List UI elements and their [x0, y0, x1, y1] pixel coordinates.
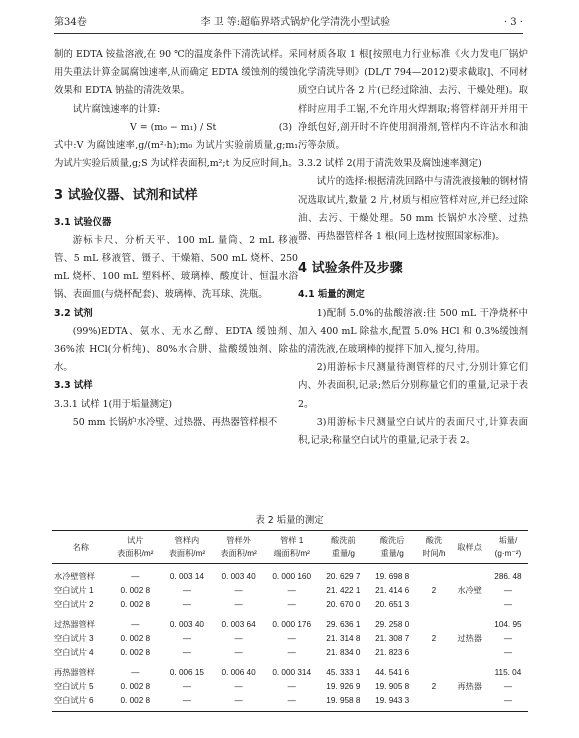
table-header-cell: 名称 — [72, 542, 89, 552]
table-header-cell: 酸洗 时间/h — [422, 536, 446, 558]
table-cell: 2 — [431, 586, 437, 595]
table-cell: 19. 926 9 — [326, 682, 361, 691]
formula: V = (m₀ − m₁) / St — [130, 121, 217, 133]
journal-volume: 第34卷 — [54, 17, 87, 28]
table-cell: — — [131, 620, 140, 629]
table-cell: 0. 002 8 — [109, 694, 161, 712]
table-cell: — — [234, 648, 243, 657]
table-cell: 0. 000 314 — [272, 668, 312, 677]
table-cell: 0. 000 160 — [272, 572, 312, 581]
subsubsection-heading: 3.3.1 试样 1(用于垢量测定) — [54, 398, 173, 410]
paragraph: 试片的选择:根据清洗回路中与清洗液接触的钢材情况选取试片,数量 2 片,材质与相应管样对应,并已经过除油、去污、干燥处理。50 mm 长锅炉水冷壁、过热器、再热器管样各 1 根(同上选材按照国家标准)。 — [298, 176, 528, 243]
table-cell: 0. 002 8 — [120, 682, 151, 691]
table-cell: 2 — [431, 634, 437, 643]
table-row — [52, 564, 528, 585]
table-cell: — — [131, 668, 140, 677]
table-cell: 0. 003 64 — [221, 620, 256, 629]
step-1: 1)配制 5.0%的盐酸溶液:往 500 mL 干净烧杯中加入 400 mL 除盐水,配置 5.0% HCl 和 0.3%缓蚀剂的清洗液,在玻璃棒的搅拌下加入,搅匀,待用。 — [298, 307, 528, 356]
right-column — [298, 46, 528, 450]
table-header-cell: 酸洗前 重量/g — [331, 536, 356, 558]
table-body — [52, 564, 528, 712]
table-cell: 19. 958 8 — [319, 694, 368, 712]
paragraph: 制的 EDTA 铵盐溶液,在 90 ℃的温度条件下清洗试样。采用失重法计算金属腐蚀速率,从而确定 EDTA 缓蚀剂的缓蚀效果和 EDTA 钠盐的清洗效果。 — [54, 49, 298, 97]
table-cell: 29. 258 0 — [375, 620, 410, 629]
table-cell: — — [182, 648, 192, 657]
table-cell: 0. 003 40 — [169, 620, 204, 629]
paragraph: 式中:V 为腐蚀速率,g/(m²·h);m₀ 为试片实验前质量,g;m₁ 为试片实验后质量,g;S 为试样表面积,m²;t 为反应时间,h。 — [54, 140, 298, 170]
table-cell: 20. 670 0 — [326, 600, 361, 609]
left-column — [54, 46, 298, 432]
table-cell: — — [503, 634, 513, 643]
header-rule — [54, 33, 523, 34]
table-cell: — — [213, 694, 265, 712]
table-cell: 21. 314 8 — [326, 634, 361, 643]
table-cell — [417, 598, 452, 612]
table-row — [52, 694, 528, 712]
subsection-heading: 3.1 试验仪器 — [54, 216, 112, 228]
table-cell: — — [182, 682, 192, 691]
table-cell: 空白试片 1 — [54, 586, 94, 595]
table-cell: 过热器 — [457, 634, 482, 643]
table-cell: — — [287, 682, 296, 691]
paragraph: 游标卡尺、分析天平、100 mL 量筒、2 mL 移液管、5 mL 移液管、镊子、干燥箱、500 mL 烧杯、250 mL 烧杯、100 mL 塑料杯、玻璃棒、酸度计、恒温水浴锅、表面皿(与烧杯配套)、玻璃棒、洗耳球、洗瓶。 — [54, 234, 298, 301]
table-cell: 0. 006 15 — [169, 668, 204, 677]
section-heading: 3 试验仪器、试剂和试样 — [54, 188, 198, 204]
table-cell — [417, 612, 452, 632]
table-cell — [451, 646, 488, 660]
table-cell: — — [161, 694, 213, 712]
table-cell: 0. 002 8 — [120, 586, 151, 595]
table-cell: 空白试片 3 — [54, 634, 94, 643]
table-row — [52, 632, 528, 646]
table-cell: 0. 003 40 — [221, 572, 256, 581]
table-cell: 0. 006 40 — [221, 668, 256, 677]
table-cell: 19. 698 8 — [375, 572, 410, 581]
table-cell — [417, 694, 452, 712]
table-cell: 44. 541 6 — [375, 668, 410, 677]
running-header — [54, 10, 523, 28]
table-cell — [451, 660, 488, 680]
table-cell: — — [287, 634, 296, 643]
table-cell: 0. 003 14 — [169, 572, 204, 581]
table-cell: — — [234, 600, 243, 609]
table-cell: 29. 636 1 — [326, 620, 361, 629]
table-cell: 115. 04 — [494, 668, 522, 677]
table-header-cell: 垢量/ (g·m⁻²) — [494, 536, 522, 558]
subsection-heading: 4.1 垢量的测定 — [298, 289, 365, 301]
table-cell: 0. 002 8 — [120, 648, 151, 657]
table-cell: — — [503, 586, 513, 595]
table-header-row — [52, 531, 528, 564]
paragraph: 试片腐蚀速率的计算: — [72, 103, 161, 115]
table-cell: — — [182, 634, 192, 643]
paragraph: (99%)EDTA、氨水、无水乙醇、EDTA 缓蚀剂、36%浓 HCl(分析纯)、80%水合肼、盐酸缓蚀剂、除盐水。 — [54, 325, 298, 374]
table-cell: 19. 943 3 — [368, 694, 417, 712]
table-header-cell: 管样外 表面积/m² — [220, 536, 257, 558]
table-row — [52, 680, 528, 694]
table-cell: 21. 834 0 — [326, 648, 361, 657]
table-cell: 19. 905 8 — [375, 682, 410, 691]
table-header-cell: 试片 表面积/m² — [117, 536, 154, 558]
table-cell: 0. 002 8 — [120, 600, 151, 609]
table-row — [52, 646, 528, 660]
table-cell: — — [488, 694, 528, 712]
table-cell — [417, 564, 452, 585]
table-caption: 表 2 垢量的测定 — [255, 515, 324, 526]
subsection-heading: 3.2 试剂 — [54, 307, 93, 319]
table-cell: 0. 002 8 — [120, 634, 151, 643]
table-cell: — — [234, 682, 243, 691]
table-cell: 20. 629 7 — [326, 572, 361, 581]
table-cell: — — [503, 648, 513, 657]
table-cell: 2 — [431, 682, 437, 691]
step-3: 3)用游标卡尺测量空白试片的表面尺寸,计算表面积,记录;称量空白试片的重量,记录于表 2。 — [298, 416, 528, 447]
table-cell: — — [182, 600, 192, 609]
table-row — [52, 660, 528, 680]
table-header-cell: 酸洗后 重量/g — [379, 536, 405, 558]
table-cell: 104. 95 — [494, 620, 522, 629]
paragraph: 50 mm 长锅炉水冷壁、过热器、再热器管样根不 — [72, 416, 278, 428]
table-cell: 水冷壁 — [457, 586, 482, 595]
table-cell: — — [234, 586, 243, 595]
table-cell: 再热器 — [457, 682, 482, 691]
table-cell: — — [234, 634, 243, 643]
equation-number: (3) — [278, 121, 292, 133]
table-cell: — — [287, 648, 296, 657]
table-row — [52, 598, 528, 612]
table-cell: 水冷壁管样 — [54, 572, 95, 581]
table-cell: — — [503, 682, 513, 691]
paragraph: 同材质各取 1 根[按照电力行业标准《火力发电厂锅炉化学清洗导则》(DL/T 794—2012)要求截取]、不同材质空白试片各 2 片(已经过除油、去污、干燥处理)。取样时应用手工锯,不允许用火焊割取;将管样剖开并用干净纸包好,剖开时不许使用润滑剂,管样内不许沾水和油污等杂质。 — [298, 49, 528, 152]
table-cell: 21. 414 6 — [375, 586, 410, 595]
table-cell: — — [287, 586, 296, 595]
table-cell: 45. 333 1 — [326, 668, 361, 677]
equation — [54, 119, 298, 137]
table-cell: 286. 48 — [494, 572, 522, 581]
table-cell: 21. 308 7 — [375, 634, 410, 643]
table-cell: 空白试片 4 — [54, 648, 94, 657]
subsubsection-heading: 3.3.2 试样 2(用于清洗效果及腐蚀速率测定) — [298, 158, 482, 170]
table-cell: — — [182, 586, 192, 595]
table-cell — [451, 564, 488, 585]
table-header-cell: 取样点 — [457, 542, 482, 552]
table-cell: 20. 651 3 — [375, 600, 410, 609]
table-row — [52, 612, 528, 632]
table-cell — [417, 646, 452, 660]
table-cell: 21. 823 6 — [375, 648, 410, 657]
table-cell: 再热器管样 — [54, 668, 95, 677]
table-row — [52, 584, 528, 598]
table-cell: 空白试片 6 — [52, 694, 109, 712]
table-cell: — — [264, 694, 319, 712]
table-cell: 空白试片 5 — [54, 682, 94, 691]
table-cell — [451, 612, 488, 632]
table-cell: — — [503, 600, 513, 609]
table-cell: 过热器管样 — [54, 620, 95, 629]
running-title: 李 卫 等:超临界塔式锅炉化学清洗小型试验 — [200, 17, 391, 28]
scale-measurement-table — [52, 530, 528, 712]
table-cell — [451, 694, 488, 712]
table-cell: — — [131, 572, 140, 581]
step-2: 2)用游标卡尺测量待测管样的尺寸,分别计算它们内、外表面积,记录;然后分别称量它们的重量,记录于表 2。 — [298, 362, 528, 410]
table-header-cell: 管样内 表面积/m² — [168, 536, 206, 558]
table-cell: — — [287, 600, 296, 609]
table-cell: 21. 422 1 — [326, 586, 361, 595]
section-heading: 4 试验条件及步骤 — [298, 261, 403, 277]
table-cell — [451, 598, 488, 612]
table-cell: 空白试片 2 — [54, 600, 94, 609]
table-cell — [417, 660, 452, 680]
table-header-cell: 管样 1 端面积/m² — [273, 536, 310, 558]
page-number: · 3 · — [503, 17, 523, 28]
subsection-heading: 3.3 试样 — [54, 380, 93, 392]
table-cell: 0. 000 176 — [272, 620, 312, 629]
